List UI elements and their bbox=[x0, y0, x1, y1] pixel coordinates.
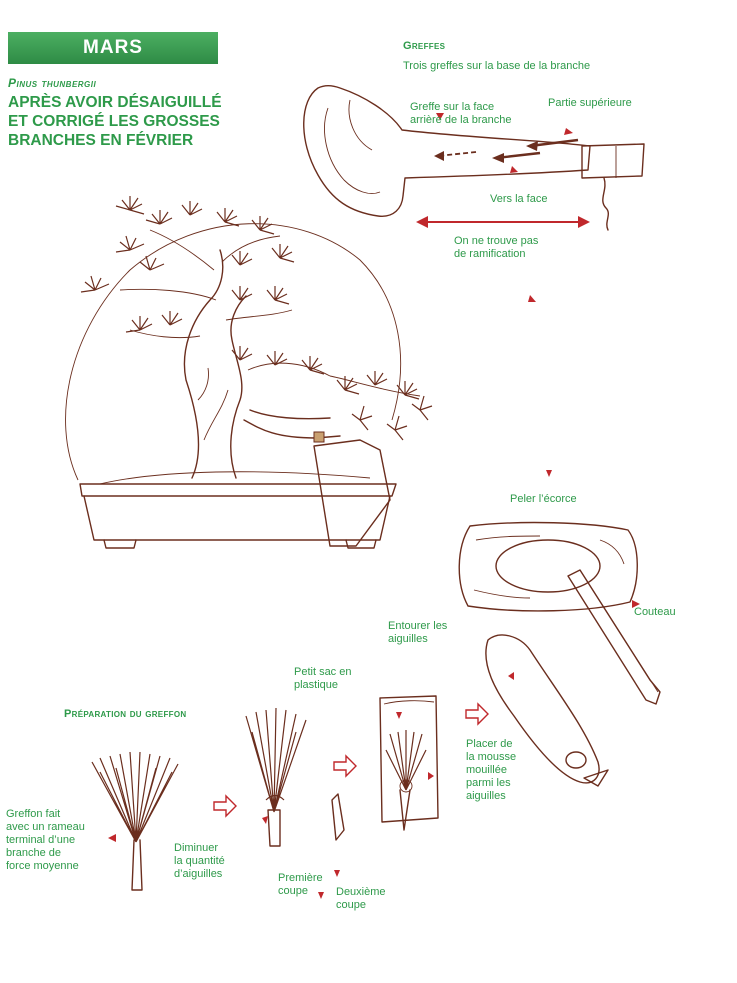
label-second-cut: Deuxième coupe bbox=[336, 886, 386, 911]
title-line-1: APRÈS AVOIR DÉSAIGUILLÉ bbox=[8, 94, 222, 111]
label-first-cut: Première coupe bbox=[278, 872, 323, 897]
scion-bundle-2 bbox=[246, 708, 306, 846]
label-plastic-bag: Petit sac en plastique bbox=[294, 666, 352, 691]
bonsai-tree bbox=[66, 224, 420, 548]
label-peel-bark: Peler l’écorce bbox=[510, 493, 577, 505]
label-place-moss: Placer de la mousse mouillée parmi les aiguilles bbox=[466, 738, 517, 802]
label-back-face-graft: Greffe sur la face arrière de la branche bbox=[410, 101, 512, 126]
title-line-3: BRANCHES EN FÉVRIER bbox=[8, 132, 194, 149]
bonsai-foliage bbox=[81, 196, 432, 440]
scion-heading: Préparation du greffon bbox=[64, 708, 187, 720]
title-line-2: ET CORRIGÉ LES GROSSES bbox=[8, 113, 220, 130]
grafts-heading: Greffes bbox=[403, 40, 446, 52]
species-name: Pinus thunbergii bbox=[8, 76, 97, 90]
scion-in-bag bbox=[380, 696, 438, 830]
label-no-branching: On ne trouve pas de ramification bbox=[454, 235, 539, 260]
grafts-subtitle: Trois greffes sur la base de la branche bbox=[403, 60, 591, 72]
label-to-face: Vers la face bbox=[490, 193, 548, 205]
month-banner: MARS bbox=[8, 32, 218, 64]
label-scion-source: Greffon fait avec un rameau terminal d’une branche de force moyenne bbox=[6, 808, 85, 872]
label-surround-needles: Entourer les aiguilles bbox=[388, 620, 448, 645]
scion-bundle-1 bbox=[92, 752, 178, 890]
label-knife: Couteau bbox=[634, 606, 676, 618]
label-upper-part: Partie supérieure bbox=[548, 97, 632, 109]
step-arrows bbox=[214, 704, 488, 816]
label-reduce-needles: Diminuer la quantité d’aiguilles bbox=[174, 842, 225, 880]
